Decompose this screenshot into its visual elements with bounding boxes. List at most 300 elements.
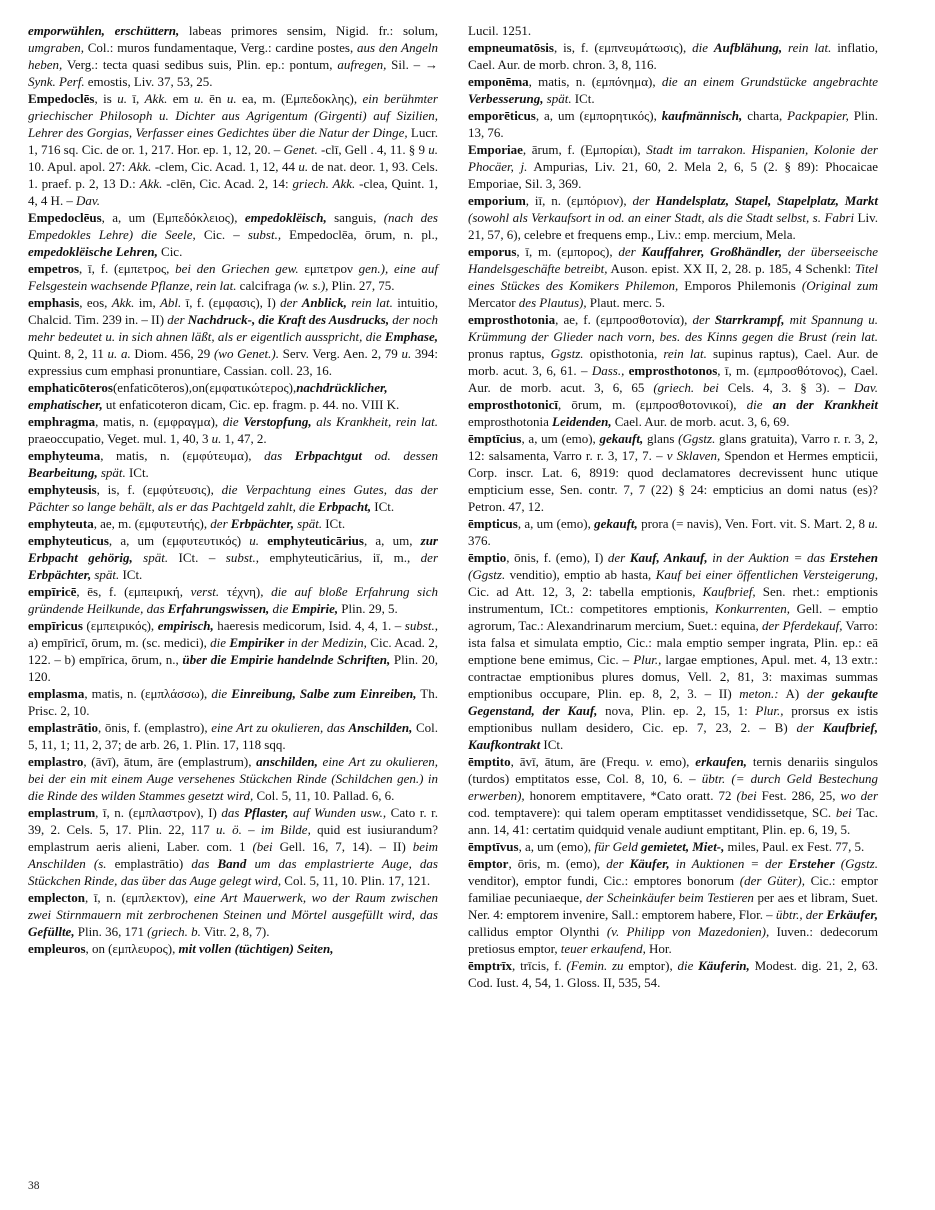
entry-headword: emprosthotonicī — [468, 397, 559, 412]
entry-gloss: subst., — [247, 227, 282, 242]
entry-citation: largae emptiones, Apul. met. 4, 13 extr.: contractae emptionibus plures domus, Vell. 2, 81, 3: maximas summas emptionibus occupare, Plin. ep. 8, 2, 3. – II) — [468, 652, 878, 701]
entry-citation: Cic. Acad. 2, 122. – b) empīrica, ōrum, n., — [28, 635, 438, 667]
entry-citation: ut enfaticoteron dicam, Cic. ep. fragm. p. 44. no. VIII K. — [102, 397, 400, 412]
entry-meaning: Erkäufer, — [826, 907, 878, 922]
entry-meaning: Erbpächter, — [28, 567, 92, 582]
entry-meaning: kaufmännisch, — [661, 108, 743, 123]
entry-headword: emporium — [468, 193, 526, 208]
entry-citation: prorsus ex istis emptionibus nullam desidero, Cic. ep. 7, 23, 2. – B) — [468, 703, 879, 735]
entry-citation: , ōnis, f. (emo), I) — [506, 550, 608, 565]
dictionary-entry — [28, 260, 438, 294]
entry-meaning: Bearbeitung, — [28, 465, 98, 480]
entry-meaning: erkaufen, — [695, 754, 747, 769]
entry-citation: ī, — [126, 91, 145, 106]
entry-citation: 376. — [468, 533, 491, 548]
entry-citation: , ārum, f. (Εμπορίαι), — [522, 142, 647, 157]
entry-citation: , matis, n. (εμπλάσσω), — [84, 686, 212, 701]
entry-citation: intuitio, Chalcid. Tim. 239 in. – II) — [28, 295, 438, 327]
entry-gloss: subst., — [225, 550, 260, 565]
entry-headword: emprosthotonos — [624, 363, 718, 378]
entry-headword: emplastrum — [28, 805, 96, 820]
entry-gloss: (bei — [252, 839, 273, 854]
entry-meaning: Kaufbrief, Kaufkontrakt — [468, 720, 879, 752]
entry-citation: , a, um (emo), — [517, 516, 595, 531]
entry-citation: Cato r. r. 39, 2. Cels. 5, 17. Plin. 22, 117 — [28, 805, 438, 837]
entry-gloss: in der Auktion = das — [707, 550, 830, 565]
entry-gloss: Akk. — [111, 295, 135, 310]
entry-citation: Col.: muros fundamentaque, Verg.: cardine postes, — [83, 40, 357, 55]
entry-headword: ēmptīvus — [468, 839, 519, 854]
dictionary-entry — [468, 855, 878, 957]
entry-gloss: (Ggstz. — [468, 567, 506, 582]
entry-gloss: u. — [298, 159, 309, 174]
entry-headword: emphyteuta — [28, 516, 94, 531]
page-columns — [28, 22, 908, 1172]
entry-citation: Th. Prisc. 2, 10. — [28, 686, 438, 718]
entry-citation: venditor), emptor fundi, Cic.: emptores bonorum — [468, 873, 740, 888]
entry-gloss: (w. s.), — [294, 278, 329, 293]
entry-citation: ICt. — [540, 737, 564, 752]
entry-citation: ICt. – — [168, 550, 226, 565]
entry-gloss: die — [210, 635, 230, 650]
entry-gloss: der — [692, 312, 715, 327]
entry-gloss: der — [606, 856, 630, 871]
entry-gloss: subst., — [404, 618, 438, 633]
entry-gloss: Genet. — [283, 142, 318, 157]
dictionary-entry — [468, 22, 878, 39]
entry-gloss: mit Spannung u. Krümmung der Glieder nach vorn, bes. des Kinns gegen die Brust (rein lat. — [468, 312, 879, 344]
entry-citation: ICt. — [119, 567, 143, 582]
dictionary-entry — [28, 889, 438, 940]
entry-citation: , ōrum, m. (εμπροσθοτονικοί), — [558, 397, 747, 412]
entry-gloss: eine Art zu okulieren, das — [211, 720, 349, 735]
entry-gloss: als Krankheit, rein lat. — [311, 414, 438, 429]
entry-meaning: Verstopfung, — [243, 414, 312, 429]
dictionary-entry — [28, 719, 438, 753]
entry-citation: -clem, Cic. Acad. 1, 12, 44 — [151, 159, 299, 174]
entry-meaning: Verbesserung, — [468, 91, 544, 106]
entry-gloss: Kauf bei einer öffentlichen Versteigerung, — [655, 567, 878, 582]
entry-gloss: aus den Angeln heben, — [28, 40, 438, 72]
entry-citation: Gell. 16, 7, 14). – II) — [272, 839, 413, 854]
dictionary-entry — [468, 838, 878, 855]
entry-meaning: an der Krankheit — [772, 397, 879, 412]
entry-gloss: das — [221, 805, 244, 820]
entry-citation: 1, 47, 2. — [221, 431, 267, 446]
entry-citation: Varro: ista falsa et simulata emptio, Cic.: mala emptio semper ingrata, Plin. ep.: eā emptione bene emimus, Cic. – — [468, 618, 878, 667]
entry-citation: Tac. ann. 14, 41: certatim quidquid venale audiunt emptitant, Plin. ep. 6, 19, 5. — [468, 805, 878, 837]
entry-citation: , ae, m. (εμφυτευτής), — [93, 516, 211, 531]
entry-citation: Liv. 21, 57, 6), celebre et frequens emp., Liv.: emp. mercium, Mela. — [468, 210, 878, 242]
entry-headword: emprosthotonia — [468, 312, 556, 327]
entry-citation: Cael. Aur. de morb. acut. 3, 6, 69. — [611, 414, 790, 429]
entry-citation: im, — [134, 295, 160, 310]
entry-citation: Diom. 456, 29 — [130, 346, 214, 361]
entry-citation: Hor. — [645, 941, 672, 956]
entry-gloss: (der Güter), — [739, 873, 805, 888]
entry-gloss: umgraben, — [28, 40, 84, 55]
entry-citation: , ae, f. (εμπροσθοτονία), — [555, 312, 693, 327]
entry-citation: , ī, n. (εμπλεκτον), — [85, 890, 194, 905]
entry-gloss: gen.), eine auf Felsgestein wachsende Pflanze, rein lat. — [28, 261, 439, 293]
entry-gloss: Plur., — [755, 703, 784, 718]
entry-citation: Vitr. 2, 8, 7). — [200, 924, 270, 939]
entry-headword: emplastrātio — [28, 720, 99, 735]
entry-meaning: Empiriker — [229, 635, 285, 650]
entry-citation: a) empīricī, ōrum, m. (sc. medici), — [28, 635, 211, 650]
entry-gloss: die Verpachtung eines Gutes, das der Pächter so lange behält, als er das Pachtgeld zahlt, die — [28, 482, 438, 514]
entry-meaning: Kauffahrer, Großhändler, — [641, 244, 783, 259]
entry-gloss: Akk. — [139, 176, 163, 191]
entry-citation: , a, um (εμφυτευτικός) — [108, 533, 250, 548]
entry-citation: emphyteuticārius, iī, m., — [259, 550, 421, 565]
entry-gloss: der — [420, 550, 439, 565]
entry-citation: , a, um, — [363, 533, 421, 548]
entry-citation: de nat. deor. 1, 93. Cels. 1. praef. p. 2, 13 D.: — [28, 159, 438, 191]
entry-gloss: Sklaven, — [676, 448, 721, 463]
entry-citation: , āvī, ātum, āre (Frequ. — [510, 754, 646, 769]
entry-meaning: über die Empirie handelnde Schriften, — [182, 652, 391, 667]
entry-citation: charta, — [742, 108, 788, 123]
entry-gloss: (nach des Empedokles Lehre) die Seele, — [28, 210, 438, 242]
entry-meaning: Leidenden, — [552, 414, 612, 429]
entry-headword: empleuros — [28, 941, 86, 956]
entry-gloss: der noch mehr bedeutet u. in sich ahnen läßt, als er eigentlich ausspricht, die — [28, 312, 439, 344]
entry-headword: emphragma — [28, 414, 96, 429]
entry-headword: empneumatōsis — [468, 40, 554, 55]
entry-gloss: bei den Griechen gew. — [175, 261, 299, 276]
entry-gloss: beim Anschilden (s. — [28, 839, 438, 871]
entry-gloss: u. — [211, 431, 222, 446]
entry-meaning: emporwühlen, erschüttern, — [28, 23, 180, 38]
entry-meaning: Käufer, — [629, 856, 670, 871]
entry-meaning: Empirie, — [291, 601, 339, 616]
entry-meaning: Erbpacht, — [318, 499, 372, 514]
entry-gloss: u. — [868, 516, 878, 531]
entry-citation: Col. 5, 11, 1; 11, 2, 37; de arb. 26, 1. Plin. 17, 118 sqq. — [28, 720, 438, 752]
entry-headword: emplasma — [28, 686, 85, 701]
entry-citation: Cic.: emptor familiae pecuniaeque, — [468, 873, 879, 905]
entry-citation: quid est iusiurandum? emplastrum aeris alieni, Laber. com. 1 — [28, 822, 438, 854]
entry-gloss: der — [210, 516, 231, 531]
entry-gloss: das — [191, 856, 218, 871]
entry-citation: honorem emptitavere, *Cato oratt. 72 — [524, 788, 737, 803]
entry-citation: Cic. — [157, 244, 183, 259]
entry-citation: Iuven.: dedecorum pretiosus emptor, — [468, 924, 879, 956]
entry-headword: empīricus — [28, 618, 83, 633]
entry-meaning: Einreibung, Salbe zum Einreiben, — [231, 686, 417, 701]
dictionary-entry — [28, 413, 438, 447]
entry-citation: supinus raptus), Cael. Aur. de morb. acut. 3, 6, 61. – — [468, 346, 878, 378]
dictionary-entry — [468, 107, 878, 141]
entry-headword: emphyteuma — [28, 448, 101, 463]
entry-gloss: eine Art Mauerwerk, wo der Raum zwischen zwei Stirnmauern mit zerbrochenen Steinen und Mörtel ausgefüllt wird, das — [28, 890, 438, 922]
entry-headword: emporēticus — [468, 108, 536, 123]
entry-citation: haeresis medicorum, Isid. 4, 4, 1. – — [213, 618, 405, 633]
entry-citation: , ōnis, f. (emplastro), — [98, 720, 212, 735]
entry-meaning: empirisch, — [157, 618, 214, 633]
dictionary-entry — [28, 617, 438, 685]
entry-headword: emplastro — [28, 754, 84, 769]
entry-citation: , on (εμπλευρος), — [85, 941, 179, 956]
right-column — [468, 22, 878, 991]
entry-gloss: u. a. — [107, 346, 131, 361]
entry-gloss: rein lat. — [346, 295, 393, 310]
entry-citation: miles, Paul. ex Fest. 77, 5. — [724, 839, 865, 854]
entry-gloss: der — [607, 550, 630, 565]
entry-citation: Plin. 36, 171 — [74, 924, 148, 939]
entry-citation: , ī, m. (εμπροσθότονος), Cael. Aur. de morb. acut. 3, 6, 65 — [468, 363, 878, 395]
dictionary-entry — [468, 141, 878, 192]
dictionary-entry — [468, 243, 878, 311]
entry-meaning: Erbpachtgut — [294, 448, 362, 463]
entry-citation: Empedoclēa, ōrum, n. pl., — [281, 227, 438, 242]
entry-gloss: Packpapier, — [787, 108, 849, 123]
entry-citation: , a, um (emo), — [518, 839, 595, 854]
entry-citation: 394: expressius cum emphasi pronuntiare, Cassian. coll. 23, 16. — [28, 346, 438, 378]
entry-headword: ēmptito — [468, 754, 511, 769]
entry-citation: -clī, Gell . 4, 11. § 9 — [317, 142, 429, 157]
entry-headword: emphyteusis — [28, 482, 97, 497]
entry-citation: praeoccupatio, Veget. mul. 1, 40, 3 — [28, 431, 212, 446]
dictionary-entry — [468, 39, 878, 73]
dictionary-entry — [28, 209, 438, 260]
entry-citation: , is, f. (εμφύτευσις), — [96, 482, 222, 497]
entry-citation: Serv. Verg. Aen. 2, 79 — [279, 346, 402, 361]
entry-citation: nova, Plin. ep. 2, 15, 1: — [597, 703, 756, 718]
entry-gloss: Kaufbrief, — [702, 584, 756, 599]
entry-citation: ea, m. (Εμπεδοκλης), — [236, 91, 363, 106]
entry-gloss: u. — [428, 142, 438, 157]
entry-gloss: die — [746, 397, 773, 412]
entry-meaning: anschilden, — [256, 754, 318, 769]
entry-gloss: die — [211, 686, 232, 701]
entry-gloss: der — [632, 193, 656, 208]
entry-gloss: der Pferdekauf, — [762, 618, 843, 633]
entry-gloss: v — [666, 448, 673, 463]
entry-meaning: mit vollen (tüchtigen) Seiten, — [178, 941, 334, 956]
entry-citation: Fest. 286, 25, — [756, 788, 841, 803]
entry-gloss: (griech. b. — [147, 924, 201, 939]
entry-headword: emplecton — [28, 890, 86, 905]
entry-citation: Cic. – — [195, 227, 248, 242]
entry-citation: , ī, m. (εμπορος), — [516, 244, 619, 259]
dictionary-entry — [468, 549, 878, 753]
entry-headword: Empedoclēus — [28, 210, 102, 225]
entry-gloss: die — [677, 958, 699, 973]
entry-citation: -clea, Quint. 1, 4, 4 H. – — [28, 176, 438, 208]
entry-citation: cod. temptavere): qui talem operam emptitasset vendidissetque, SC. — [468, 805, 836, 820]
entry-citation: Ampurias, Liv. 21, 60, 2. Mela 2, 6, 5 (2. § 89): Phocaicae Emporiae, Sil. 3, 369. — [468, 159, 878, 191]
entry-citation: Modest. dig. 21, 2, 63. Cod. Iust. 4, 54, 1. Gloss. II, 535, 54. — [468, 958, 878, 990]
entry-gloss: u. — [117, 91, 127, 106]
entry-citation: ICt. — [371, 499, 395, 514]
entry-headword: ēmptor — [468, 856, 509, 871]
entry-meaning: Emphase, — [384, 329, 438, 344]
entry-citation: em — [167, 91, 195, 106]
entry-gloss: ein berühmter griechischer Philosoph u. Dichter aus Agrigentum (Girgenti) auf Sizilien, Lehrer des Gorgias, Verfasser eines Gedichtes über die Natur der Dinge, — [28, 91, 438, 140]
dictionary-entry — [468, 957, 878, 991]
entry-headword: emphyteuticārius — [259, 533, 364, 548]
entry-citation: prora (= navis), Ven. Fort. vit. S. Mart. 2, 8 — [637, 516, 869, 531]
entry-citation: Plin. 13, 76. — [468, 108, 878, 140]
entry-gloss: spät. — [91, 567, 120, 582]
entry-citation: , eos, — [79, 295, 112, 310]
entry-gloss: spät. — [294, 516, 323, 531]
entry-citation: ICt. — [571, 91, 595, 106]
entry-citation: Lucil. 1251. — [468, 23, 532, 38]
entry-gloss: teuer erkaufend, — [560, 941, 646, 956]
entry-citation: Emporos Philemonis — [678, 278, 802, 293]
entry-gloss: die an einem Grundstücke angebrachte — [661, 74, 879, 89]
entry-gloss: der überseeische Handelsgeschäfte betreibt, — [468, 244, 878, 276]
entry-citation: , ī, n. (εμπλαστρον), I) — [95, 805, 222, 820]
entry-citation: , matis, n. (εμφραγμα), — [95, 414, 223, 429]
entry-gloss: um das emplastrierte Auge, das Stückchen Rinde, das über das Auge gelegt wird, — [28, 856, 438, 888]
entry-citation: Col. 5, 11, 10. Plin. 17, 121. — [281, 873, 431, 888]
entry-citation: Plin. 27, 75. — [328, 278, 395, 293]
entry-citation: , matis, n. (εμπόνημα), — [528, 74, 662, 89]
entry-meaning: Erstehen — [829, 550, 879, 565]
dictionary-entry — [28, 447, 438, 481]
entry-gloss: in der Medizin, — [284, 635, 367, 650]
entry-citation: ternis denariis singulos (turdos) emptitatos esse, Col. 8, 10, 6. – — [468, 754, 878, 786]
entry-meaning: gekaufte Gegenstand, der Kauf, — [468, 686, 878, 718]
entry-citation: Sen. rhet.: emptionis instrumentum, ICt.: competitores emptionis, — [468, 584, 878, 616]
entry-meaning: Gefüllte, — [28, 924, 75, 939]
dictionary-entry — [28, 481, 438, 515]
entry-citation: calcifraga — [236, 278, 295, 293]
entry-citation: Cic. ad Att. 12, 3, 2: tabella emptionis, — [468, 584, 703, 599]
entry-meaning: gekauft, — [594, 516, 638, 531]
entry-citation: -clēn, Cic. Acad. 2, 14: — [162, 176, 293, 191]
dictionary-entry — [28, 515, 438, 532]
entry-gloss: spät. — [132, 550, 169, 565]
entry-gloss: das — [264, 448, 295, 463]
entry-citation: emptor), — [623, 958, 678, 973]
entry-gloss: übtr. (= durch Geld Bestechung erwerben), — [468, 771, 878, 803]
entry-meaning: Anschilden, — [348, 720, 413, 735]
entry-gloss: (bei — [736, 788, 757, 803]
entry-meaning: empedoklëische Lehren, — [28, 244, 158, 259]
dictionary-entry — [28, 294, 438, 379]
entry-gloss: Dass., — [591, 363, 625, 378]
entry-citation: Verg.: tecta quasi sedibus suis, Plin. ep.: pontum, — [62, 57, 338, 72]
entry-gloss: der Scheinkäufer beim Testieren — [585, 890, 754, 905]
entry-citation: Col. 5, 11, 10. Pallad. 6, 6. — [253, 788, 395, 803]
entry-citation: , trīcis, f. — [512, 958, 567, 973]
entry-citation: , matis, n. (εμφύτευμα), — [100, 448, 265, 463]
dictionary-entry — [28, 940, 438, 957]
dictionary-entry — [28, 379, 438, 413]
entry-headword: ēmptrīx — [468, 958, 513, 973]
entry-gloss: Dav. — [76, 193, 100, 208]
entry-gloss: die — [269, 601, 292, 616]
entry-headword: emphasis — [28, 295, 80, 310]
dictionary-entry — [468, 192, 878, 243]
entry-citation: sanguis, — [326, 210, 384, 225]
entry-headword: Emporiae — [468, 142, 523, 157]
entry-citation: A) — [778, 686, 807, 701]
entry-gloss: der — [806, 686, 832, 701]
entry-gloss: (Original zum — [801, 278, 878, 293]
entry-headword: emphyteuticus — [28, 533, 109, 548]
entry-gloss: (griech. bei — [653, 380, 719, 395]
dictionary-entry — [28, 22, 438, 90]
entry-citation: venditio), emptio ab hasta, — [505, 567, 656, 582]
entry-gloss: u. — [226, 91, 237, 106]
entry-citation: ICt. — [322, 516, 346, 531]
entry-meaning: zur Erbpacht gehörig, — [28, 533, 438, 565]
entry-meaning: Erbpächter, — [230, 516, 294, 531]
entry-gloss: bei — [835, 805, 852, 820]
entry-citation: emostis, Liv. 37, 53, 25. — [84, 74, 213, 89]
entry-headword: Empedoclēs — [28, 91, 95, 106]
entry-citation: glans gratuita), Varro r. r. 3, 2, 12: salsamenta, Varro r. r. 3, 17, 7. – — [468, 431, 878, 463]
entry-gloss: spät. — [543, 91, 572, 106]
entry-citation: Plaut. merc. 5. — [586, 295, 665, 310]
entry-gloss: (Ggstz. — [834, 856, 878, 871]
entry-citation: Mercator — [468, 295, 519, 310]
entry-citation: per aes et libram, Suet. Ner. 4: emptorem invenire, Sall.: emptorem habere, Flor. – — [468, 890, 878, 922]
entry-meaning: gekauft, — [599, 431, 644, 446]
entry-citation: Sil. – → — [386, 57, 438, 72]
entry-gloss: rein lat. — [782, 40, 832, 55]
dictionary-entry — [28, 583, 438, 617]
entry-citation: (enfaticōteros),on(εμφατικώτερος), — [112, 380, 297, 395]
entry-gloss: Abl. — [159, 295, 182, 310]
page-number: 38 — [28, 1180, 40, 1192]
entry-citation: emplastrātio) — [106, 856, 192, 871]
entry-gloss: u. ö. – im Bilde, — [216, 822, 311, 837]
entry-gloss: die auf bloße Erfahrung sich gründende Heilkunde, das — [28, 584, 438, 616]
entry-citation: ICt. — [125, 465, 149, 480]
entry-citation: , ēs, f. (εμπειρική, — [76, 584, 191, 599]
entry-citation: ēn — [203, 91, 227, 106]
entry-citation: , is — [94, 91, 118, 106]
entry-meaning: gemietet, Miet-, — [641, 839, 725, 854]
entry-citation: Spendon et Hermes empticii, Corp. inscr. Lat. 6, 8919: quod declamatores decrevissent hunc utique empticium esse, Sen. contr. 7, 7 (22) § 24: empticius an domi natus (es)? Petron. 47, 12. — [468, 448, 878, 514]
entry-gloss: der — [618, 244, 642, 259]
entry-citation: ī, f. (εμφασις), I) — [181, 295, 281, 310]
left-column — [28, 22, 438, 957]
entry-gloss: Ggstz. — [550, 346, 584, 361]
entry-gloss: auf Wunden usw., — [288, 805, 387, 820]
entry-meaning: Ersteher — [788, 856, 835, 871]
entry-citation: , a, um (emo), — [521, 431, 600, 446]
entry-meaning: Käuferin, — [698, 958, 750, 973]
entry-headword: emponēma — [468, 74, 529, 89]
entry-gloss: Akk. — [128, 159, 152, 174]
entry-citation: , iī, n. (εμπόριον), — [525, 193, 633, 208]
entry-citation: 10. Apul. apol. 27: — [28, 159, 129, 174]
entry-citation: , (āvī), ātum, āre (emplastrum), — [83, 754, 257, 769]
entry-gloss: od. dessen — [361, 448, 438, 463]
entry-citation: , a, um (εμπορητικός), — [535, 108, 662, 123]
entry-citation: , ōris, m. (emo), — [508, 856, 607, 871]
entry-gloss: (wo Genet.). — [213, 346, 279, 361]
entry-gloss: übtr., der — [775, 907, 827, 922]
entry-gloss: verst. — [190, 584, 220, 599]
entry-gloss: die — [222, 414, 244, 429]
entry-headword: ēmpticus — [468, 516, 518, 531]
entry-headword: emporus — [468, 244, 517, 259]
entry-gloss: die — [692, 40, 714, 55]
entry-gloss: (Ggstz. — [678, 431, 716, 446]
entry-gloss: Konkurrenten, — [715, 601, 790, 616]
entry-gloss: der — [280, 295, 302, 310]
entry-gloss: (v. Philipp von Mazedonien), — [606, 924, 770, 939]
